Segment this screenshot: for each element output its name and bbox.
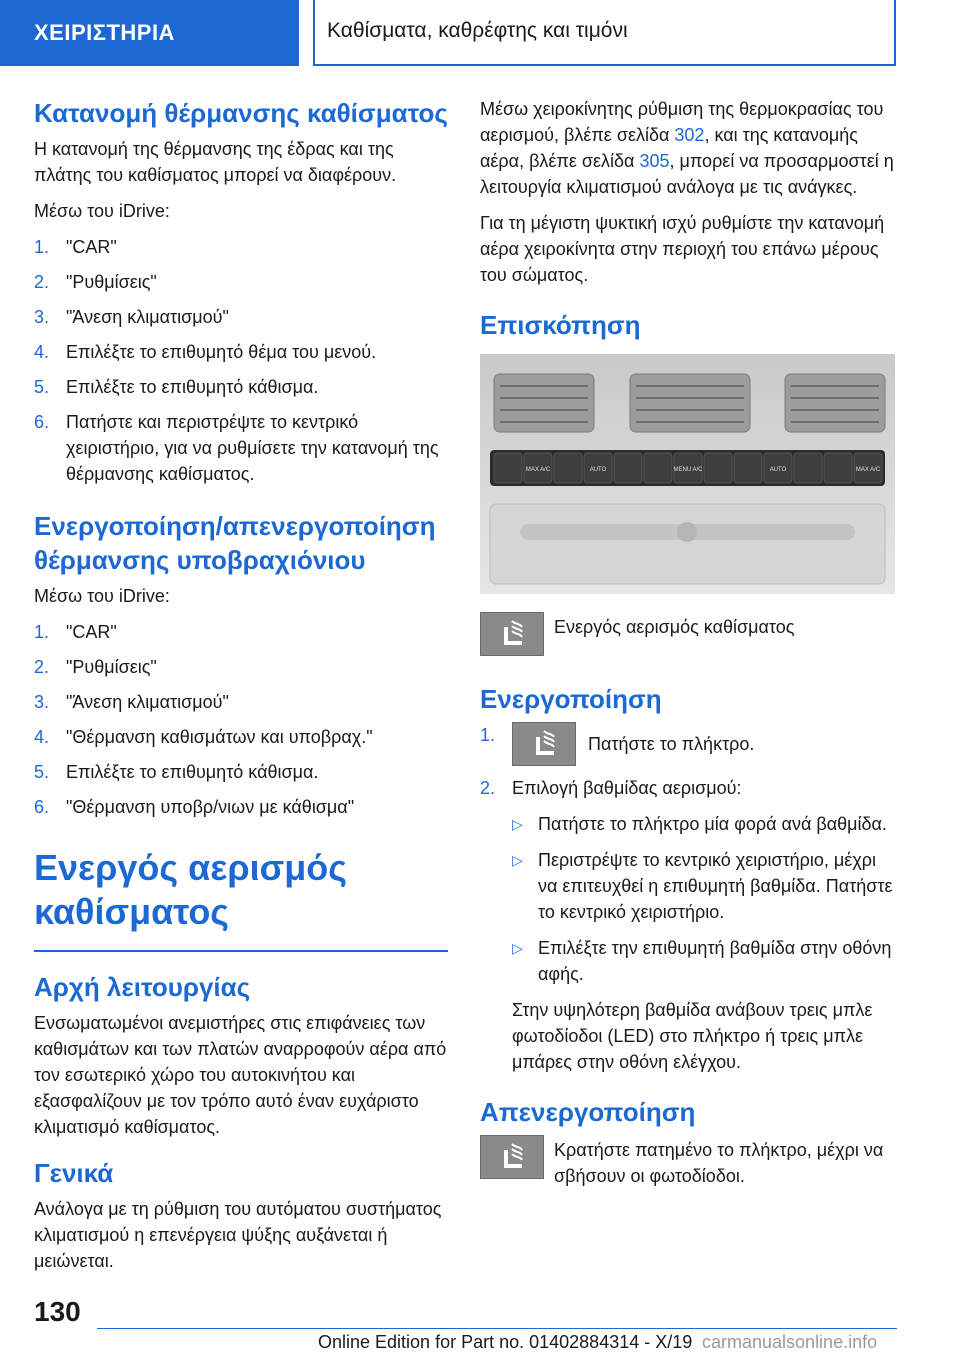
edition-text: Online Edition for Part no. 01402884314 - X/19 [318, 1332, 693, 1352]
list-item: 5. Επιλέξτε το επιθυμητό κάθισμα. [34, 762, 319, 782]
steps-list-2 [34, 619, 448, 820]
list-item: 1. "CAR" [34, 622, 117, 642]
seat-ventilation-icon [480, 1135, 544, 1179]
page-number: 130 [34, 1296, 81, 1327]
section-tab: ΧΕΙΡΙΣΤΗΡΙΑ [0, 0, 299, 66]
list-item: 2. Επιλογή βαθμίδας αερισμού: ▷ Πατήστε το πλήκτρο μία φορά ανά βαθμίδα. ▷ Περιστρέψτε το κεντρικό χειριστήριο, μέχρι να επιτευχθεί η επιθυμητή βαθμίδα. Πατήστε το κεντρικό χειριστήριο. ▷ Επιλέξτε την επιθυμητή βαθμίδα στην οθόνη αφής. [480, 775, 900, 987]
page-link-302[interactable]: 302 [674, 125, 705, 145]
climate-panel-illustration [480, 354, 895, 594]
heading-overview: Επισκόπηση [480, 310, 641, 340]
panel-label-menu-ac: MENU A/C [673, 467, 703, 473]
heading-general: Γενικά [34, 1158, 114, 1188]
principle-text: Ενσωματωμένοι ανεμιστήρες στις επιφάνειες των καθισμάτων και των πλατών αναρροφούν αέρα από τον εσωτερικό χώρο του αυτοκινήτου και εξασφαλίζουν με τον τρόπο αυτό έναν ευχάριστο κλιματισμό καθίσματος. [34, 1013, 447, 1137]
climate-panel-photo [480, 354, 895, 594]
activation-steps [480, 722, 900, 987]
chapter-title: Καθίσματα, καθρέφτης και τιμόνι [313, 0, 896, 66]
heading-seat-heating-distribution: Κατανομή θέρμανσης καθίσματος [34, 98, 448, 128]
icon-legend-row [480, 612, 900, 656]
list-item: 4. Επιλέξτε το επιθυμητό θέμα του μενού. [34, 342, 377, 362]
deactivation-text: Κρατήστε πατημένο το πλήκτρο, μέχρι να σβήσουν οι φωτοδίοδοι. [554, 1140, 884, 1186]
heading-armrest-heating: Ενεργοποίηση/απενεργοποίηση θέρμανσης υποβραχιόνιου [34, 511, 436, 575]
heading-deactivation: Απενεργοποίηση [480, 1097, 696, 1127]
left-column [34, 96, 448, 1284]
list-item: 6. Πατήστε και περιστρέψτε το κεντρικό χειριστήριο, για να ρυθμίσετε την κατανομή της θέρμανσης καθίσματος. [34, 412, 439, 484]
list-item: 6. "Θέρμανση υποβρ/νιων με κάθισμα" [34, 797, 355, 817]
led-text: Στην υψηλότερη βαθμίδα ανάβουν τρεις μπλε φωτοδίοδοι (LED) στο πλήκτρο ή τρεις μπλε μπάρες στην οθόνη ελέγχου. [512, 1000, 873, 1072]
panel-label-auto-right: AUTO [769, 467, 787, 473]
list-item: 3. "Άνεση κλιματισμού" [34, 692, 229, 712]
via-idrive: Μέσω του iDrive: [34, 201, 170, 221]
sub-list-item: ▷ Πατήστε το πλήκτρο μία φορά ανά βαθμίδα. [512, 814, 887, 834]
page-header [0, 0, 960, 66]
sub-steps-list [512, 811, 900, 987]
list-item: 1. "CAR" [34, 237, 117, 257]
panel-label-max-ac-right: MAX A/C [855, 467, 881, 473]
intro-text: Η κατανομή της θέρμανσης της έδρας και της πλάτης του καθίσματος μπορεί να διαφέρουν. [34, 139, 397, 185]
list-item: 3. "Άνεση κλιματισμού" [34, 307, 229, 327]
heading-activation: Ενεργοποίηση [480, 684, 662, 714]
heading-principle: Αρχή λειτουργίας [34, 972, 251, 1002]
heading-rule [34, 950, 448, 952]
list-item: 2. "Ρυθμίσεις" [34, 657, 157, 677]
seat-ventilation-icon [512, 722, 576, 766]
panel-label-max-ac-left: MAX A/C [525, 467, 551, 473]
right-column [480, 96, 900, 1215]
list-item: 4. "Θέρμανση καθισμάτων και υποβραχ." [34, 727, 373, 747]
via-idrive: Μέσω του iDrive: [34, 586, 170, 606]
list-item: 1. Πατήστε το πλήκτρο. [480, 722, 900, 766]
icon-caption: Ενεργός αερισμός καθίσματος [554, 617, 795, 637]
page-link-305[interactable]: 305 [639, 151, 670, 171]
list-item: 5. Επιλέξτε το επιθυμητό κάθισμα. [34, 377, 319, 397]
general-text: Ανάλογα με τη ρύθμιση του αυτόματου συστήματος κλιματισμού η επενέργεια ψύξης αυξάνεται ή μειώνεται. [34, 1199, 442, 1271]
footer-rule [97, 1328, 897, 1329]
steps-list-1 [34, 234, 448, 487]
watermark-text: carmanualsonline.info [702, 1332, 878, 1352]
deactivation-row [480, 1135, 900, 1189]
list-item: 2. "Ρυθμίσεις" [34, 272, 157, 292]
ventilation-text: Μέσω χειροκίνητης ρύθμιση της θερμοκρασίας του αερισμού, βλέπε σελίδα 302, και της κατανομής αέρα, βλέπε σελίδα 305, μπορεί να προσαρμοστεί η λειτουργία κλιματισμού ανάλογα με τις ανάγκες. [480, 99, 894, 197]
panel-label-auto-left: AUTO [589, 467, 607, 473]
sub-list-item: ▷ Περιστρέψτε το κεντρικό χειριστήριο, μέχρι να επιτευχθεί η επιθυμητή βαθμίδα. Πατήστε το κεντρικό χειριστήριο. [512, 850, 893, 922]
sub-list-item: ▷ Επιλέξτε την επιθυμητή βαθμίδα στην οθόνη αφής. [512, 938, 892, 984]
max-cooling-text: Για τη μέγιστη ψυκτική ισχύ ρυθμίστε την κατανομή αέρα χειροκίνητα στην περιοχή του επάνω μέρους του σώματος. [480, 213, 885, 285]
seat-ventilation-icon [480, 612, 544, 656]
main-heading-active-seat-ventilation: Ενεργός αερισμός καθίσματος [34, 847, 347, 932]
